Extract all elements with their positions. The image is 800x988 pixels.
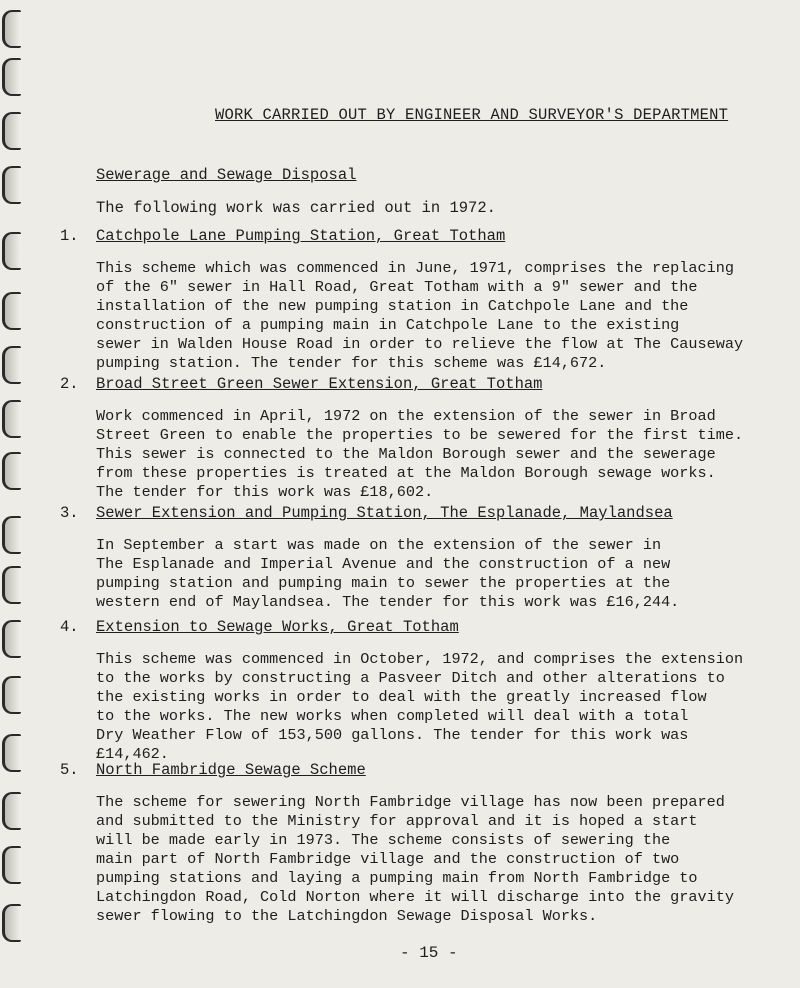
body-line: In September a start was made on the extension of the sewer in: [96, 536, 662, 554]
item-heading: North Fambridge Sewage Scheme: [96, 761, 366, 779]
item-number: 2.: [60, 375, 79, 393]
body-line: Latchingdon Road, Cold Norton where it will discharge into the gravity: [96, 888, 734, 906]
body-line: This sewer is connected to the Maldon Borough sewer and the sewerage: [96, 445, 716, 463]
body-line: Street Green to enable the properties to be sewered for the first time.: [96, 426, 744, 444]
body-line: Dry Weather Flow of 153,500 gallons. The tender for this work was: [96, 726, 689, 744]
body-line: western end of Maylandsea. The tender for this work was £16,244.: [96, 593, 680, 611]
item-body: [96, 793, 786, 926]
item-heading: Sewer Extension and Pumping Station, The Esplanade, Maylandsea: [96, 504, 673, 522]
body-line: the existing works in order to deal with the greatly increased flow: [96, 688, 707, 706]
body-line: This scheme was commenced in October, 1972, and comprises the extension: [96, 650, 744, 668]
body-line: from these properties is treated at the Maldon Borough sewage works.: [96, 464, 716, 482]
body-line: to the works by constructing a Pasveer Ditch and other alterations to: [96, 669, 725, 687]
body-line: The tender for this work was £18,602.: [96, 483, 434, 501]
body-line: The scheme for sewering North Fambridge village has now been prepared: [96, 793, 725, 811]
body-line: to the works. The new works when completed will deal with a total: [96, 707, 689, 725]
item-heading: Catchpole Lane Pumping Station, Great Totham: [96, 227, 506, 245]
body-line: sewer in Walden House Road in order to relieve the flow at The Causeway: [96, 335, 744, 353]
page-number: - 15 -: [400, 944, 458, 962]
item-body: [96, 536, 786, 612]
section-heading: Sewerage and Sewage Disposal: [96, 166, 357, 184]
item-heading: Broad Street Green Sewer Extension, Great Totham: [96, 375, 543, 393]
body-line: sewer flowing to the Latchingdon Sewage Disposal Works.: [96, 907, 598, 925]
body-line: of the 6" sewer in Hall Road, Great Totham with a 9" sewer and the: [96, 278, 698, 296]
body-line: The Esplanade and Imperial Avenue and the construction of a new: [96, 555, 671, 573]
item-number: 4.: [60, 618, 79, 636]
body-line: pumping station and pumping main to sewer the properties at the: [96, 574, 671, 592]
item-number: 3.: [60, 504, 79, 522]
item-number: 5.: [60, 761, 79, 779]
body-line: pumping stations and laying a pumping main from North Fambridge to: [96, 869, 698, 887]
intro-text: The following work was carried out in 1972.: [96, 199, 496, 217]
body-line: This scheme which was commenced in June, 1971, comprises the replacing: [96, 259, 734, 277]
page-title: WORK CARRIED OUT BY ENGINEER AND SURVEYOR'S DEPARTMENT: [215, 106, 729, 124]
item-body: [96, 650, 786, 764]
item-number: 1.: [60, 227, 79, 245]
body-line: Work commenced in April, 1972 on the extension of the sewer in Broad: [96, 407, 716, 425]
item-heading: Extension to Sewage Works, Great Totham: [96, 618, 459, 636]
body-line: £14,462.: [96, 745, 169, 763]
body-line: construction of a pumping main in Catchpole Lane to the existing: [96, 316, 680, 334]
item-body: [96, 407, 786, 502]
item-body: [96, 259, 786, 373]
body-line: will be made early in 1973. The scheme consists of sewering the: [96, 831, 671, 849]
body-line: and submitted to the Ministry for approval and it is hoped a start: [96, 812, 698, 830]
body-line: pumping station. The tender for this scheme was £14,672.: [96, 354, 607, 372]
body-line: main part of North Fambridge village and the construction of two: [96, 850, 680, 868]
body-line: installation of the new pumping station in Catchpole Lane and the: [96, 297, 689, 315]
